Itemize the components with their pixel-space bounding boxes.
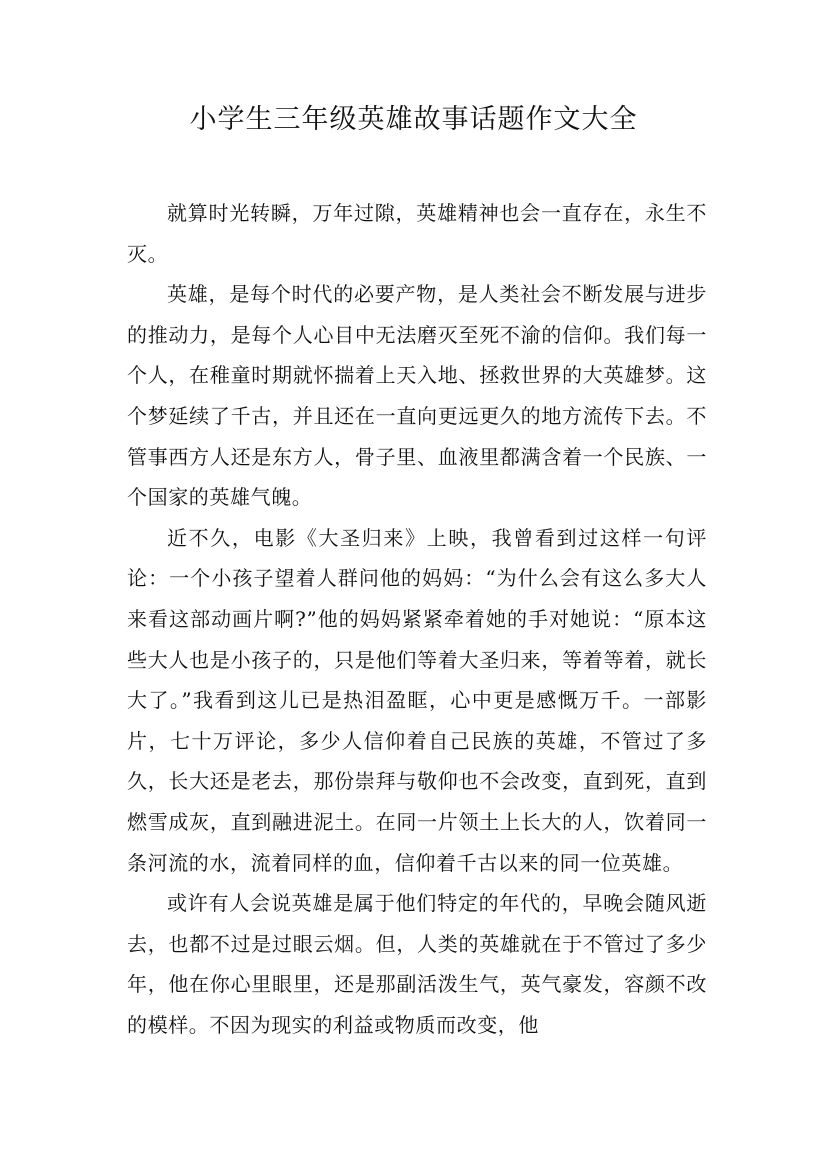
paragraph-4: 或许有人会说英雄是属于他们特定的年代的，早晚会随风逝去，也都不过是过眼云烟。但，人类的英雄就在于不管过了多少年，他在你心里眼里，还是那副活泼生气，英气豪发，容颜不改的模样。不因为现实的利益或物质而改变，他 — [127, 891, 707, 1037]
paragraph-3: 近不久，电影《大圣归来》上映，我曾看到过这样一句评论：一个小孩子望着人群问他的妈妈：“为什么会有这么多大人来看这部动画片啊?”他的妈妈紧紧牵着她的手对她说：“原本这些大人也是小孩子的，只是他们等着大圣归来，等着等着，就长大了。”我看到这儿已是热泪盈眶，心中更是感慨万千。一部影片，七十万评论，多少人信仰着自己民族的英雄，不管过了多久，长大还是老去，那份崇拜与敬仰也不会改变，直到死，直到燃雪成灰，直到融进泥土。在同一片领土上长大的人，饮着同一条河流的水，流着同样的血，信仰着千古以来的同一位英雄。 — [127, 525, 707, 875]
paragraph-2: 英雄，是每个时代的必要产物，是人类社会不断发展与进步的推动力，是每个人心目中无法磨灭至死不渝的信仰。我们每一个人，在稚童时期就怀揣着上天入地、拯救世界的大英雄梦。这个梦延续了千古，并且还在一直向更远更久的地方流传下去。不管事西方人还是东方人，骨子里、血液里都满含着一个民族、一个国家的英雄气魄。 — [127, 282, 707, 510]
paragraph-1: 就算时光转瞬，万年过隙，英雄精神也会一直存在，永生不灭。 — [127, 201, 707, 266]
document-title: 小学生三年级英雄故事话题作文大全 — [189, 104, 638, 135]
document-body — [127, 193, 707, 1045]
